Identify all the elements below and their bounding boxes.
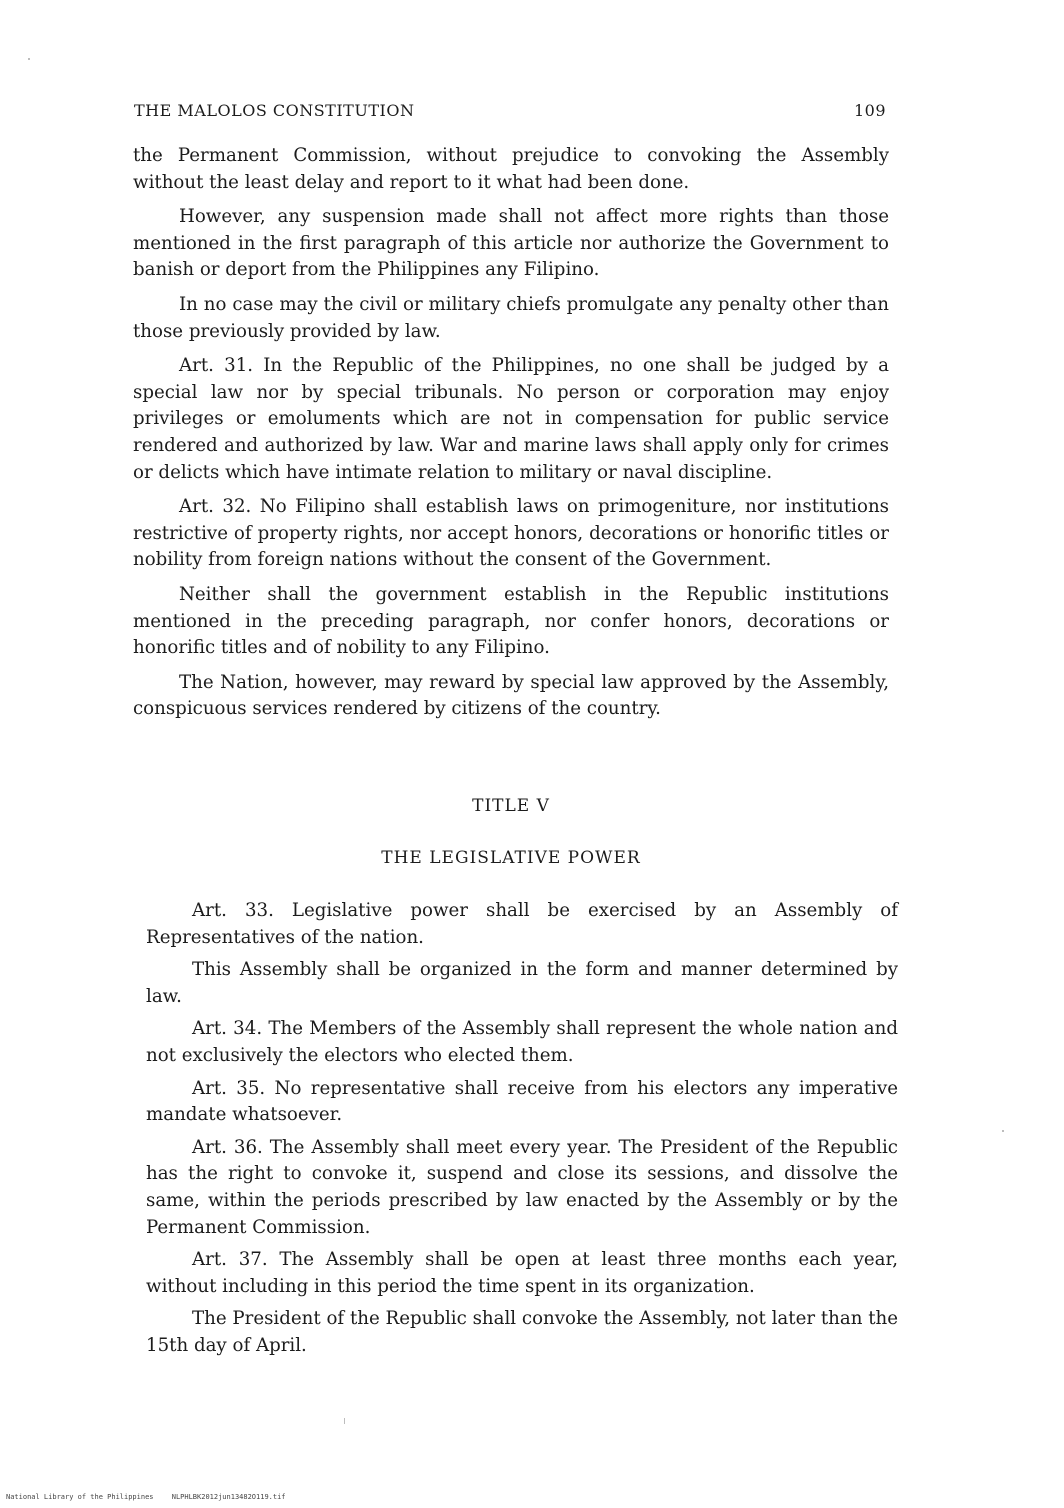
footer-file-id: NLPHLBK2012jun13482O119.tif xyxy=(171,1493,286,1501)
scan-speck xyxy=(28,58,30,60)
footer-library: National Library of the Philippines xyxy=(6,1493,154,1501)
article-32: Art. 32. No Filipino shall establish laws on primogeniture, nor institutions restrictive of property rights, nor accept honors, decorations or honorific titles or nobility from foreign nations without the consent of the Government. xyxy=(133,496,889,571)
body-text-lower xyxy=(146,898,898,1366)
article-37: Art. 37. The Assembly shall be open at least three months each year, without including in this period the time spent in its organization. xyxy=(146,1249,898,1297)
paragraph: Neither shall the government establish in the Republic institutions mentioned in the preceding paragraph, nor confer honors, decorations or honorific titles and of nobility to any Filipino. xyxy=(133,583,889,659)
article-33: Art. 33. Legislative power shall be exercised by an Assembly of Representatives of the nation. xyxy=(146,900,898,948)
paragraph: However, any suspension made shall not affect more rights than those mentioned in the first paragraph of this article nor authorize the Government to banish or deport from the Philippines any Filipino. xyxy=(133,206,889,281)
scan-speck xyxy=(344,1418,345,1424)
article-35: Art. 35. No representative shall receive from his electors any imperative mandate whatsoever. xyxy=(146,1077,898,1126)
paragraph: The President of the Republic shall convoke the Assembly, not later than the 15th day of April. xyxy=(146,1308,898,1356)
title-name: THE LEGISLATIVE POWER xyxy=(381,848,641,868)
paragraph: In no case may the civil or military chiefs promulgate any penalty other than those previously provided by law. xyxy=(133,293,889,342)
scan-footer xyxy=(6,1493,300,1501)
running-title: THE MALOLOS CONSTITUTION xyxy=(134,101,415,120)
page-number: 109 xyxy=(853,101,886,120)
article-34: Art. 34. The Members of the Assembly shall represent the whole nation and not exclusively the electors who elected them. xyxy=(146,1018,898,1066)
paragraph: The Nation, however, may reward by special law approved by the Assembly, conspicuous services rendered by citizens of the country. xyxy=(133,671,889,720)
article-36: Art. 36. The Assembly shall meet every year. The President of the Republic has the right to convoke it, suspend and close its sessions, and dissolve the same, within the periods prescribed by law enacted by the Assembly or by the Permanent Commission. xyxy=(146,1136,898,1238)
body-text-upper xyxy=(133,143,889,731)
paragraph: the Permanent Commission, without prejudice to convoking the Assembly without the least delay and report to it what had been done. xyxy=(133,145,889,193)
article-31: Art. 31. In the Republic of the Philippines, no one shall be judged by a special law nor by special tribunals. No person or corporation may enjoy privileges or emoluments which are not in compensation for public service rendered and authorized by law. War and marine laws shall apply only for crimes or delicts which have intimate relation to military or naval discipline. xyxy=(133,355,889,483)
scan-speck xyxy=(1002,1130,1004,1132)
paragraph: This Assembly shall be organized in the form and manner determined by law. xyxy=(146,959,898,1007)
title-number: TITLE V xyxy=(472,796,550,816)
